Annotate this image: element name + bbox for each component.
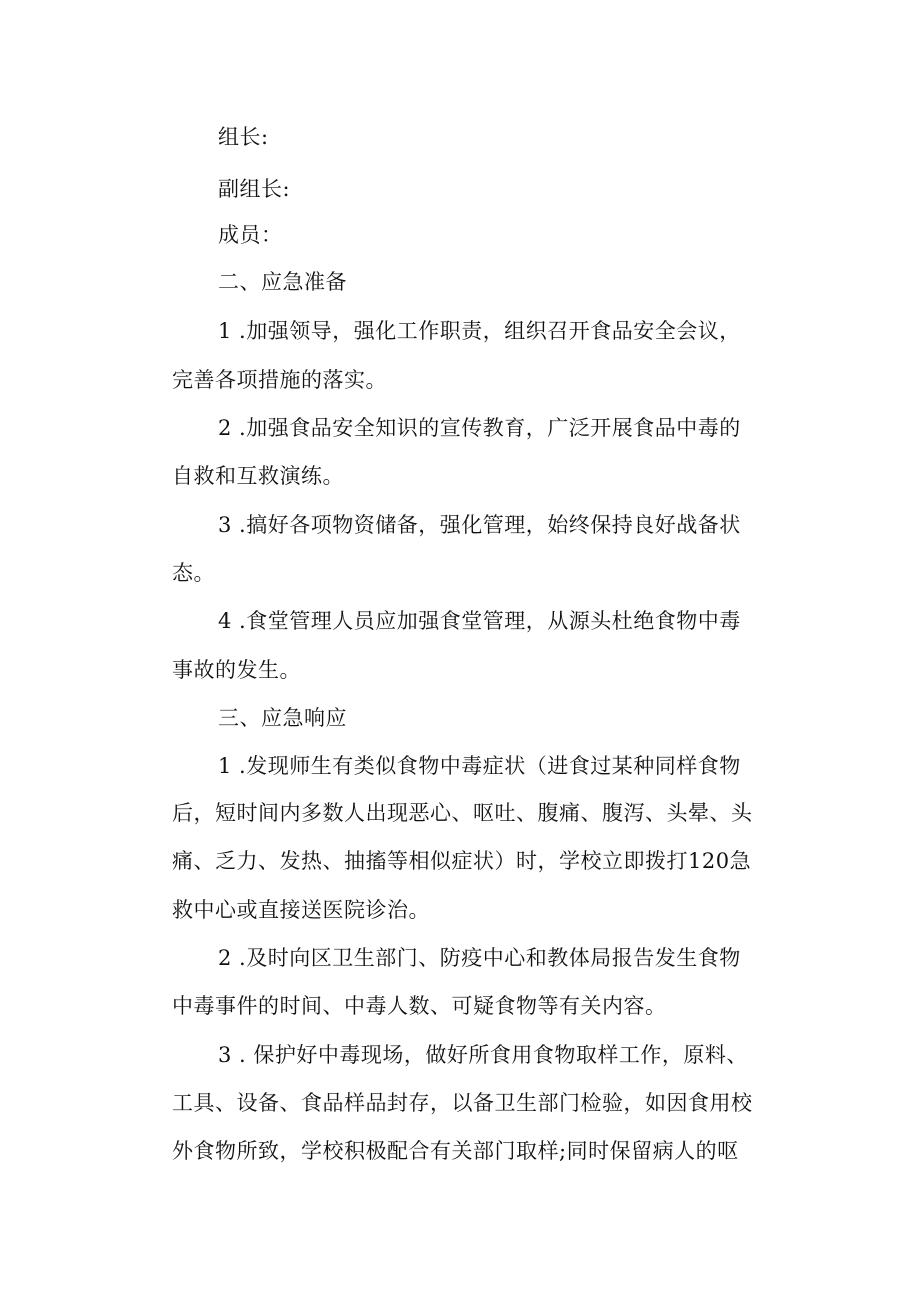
section-heading-preparation: 二、应急准备 [218, 270, 347, 294]
paragraph-line: 态。 [172, 561, 215, 585]
paragraph-line: 痛、乏力、发热、抽搐等相似症状）时，学校立即拨打120急 [172, 849, 752, 873]
paragraph-line: 3 .搞好各项物资储备，强化管理，始终保持良好战备状 [218, 513, 741, 537]
paragraph-line: 事故的发生。 [172, 658, 301, 682]
section-heading-response: 三、应急响应 [218, 706, 347, 730]
paragraph-line: 1 .加强领导，强化工作职责，组织召开食品安全会议， [218, 319, 741, 343]
paragraph-line: 自救和互救演练。 [172, 464, 344, 488]
paragraph-line: 外食物所致，学校积极配合有关部门取样;同时保留病人的呕 [172, 1139, 739, 1163]
paragraph-line: 救中心或直接送医院诊治。 [172, 898, 430, 922]
line-members: 成员： [218, 223, 283, 247]
paragraph-line: 后，短时间内多数人出现恶心、呕吐、腹痛、腹泻、头晕、头 [172, 801, 753, 825]
paragraph-line: 1 .发现师生有类似食物中毒症状（进食过某种同样食物 [218, 754, 741, 778]
paragraph-line: 2 .加强食品安全知识的宣传教育，广泛开展食品中毒的 [218, 416, 741, 440]
line-deputy-leader: 副组长: [218, 177, 291, 201]
paragraph-line: 3 . 保护好中毒现场，做好所食用食物取样工作，原料、 [218, 1043, 748, 1067]
paragraph-line: 2 .及时向区卫生部门、防疫中心和教体局报告发生食物 [218, 946, 741, 970]
paragraph-line: 4 .食堂管理人员应加强食堂管理，从源头杜绝食物中毒 [218, 609, 741, 633]
line-team-leader: 组长: [218, 125, 269, 149]
paragraph-line: 完善各项措施的落实。 [172, 368, 387, 392]
paragraph-line: 工具、设备、食品样品封存，以备卫生部门检验，如因食用校 [172, 1091, 753, 1115]
paragraph-line: 中毒事件的时间、中毒人数、可疑食物等有关内容。 [172, 994, 667, 1018]
